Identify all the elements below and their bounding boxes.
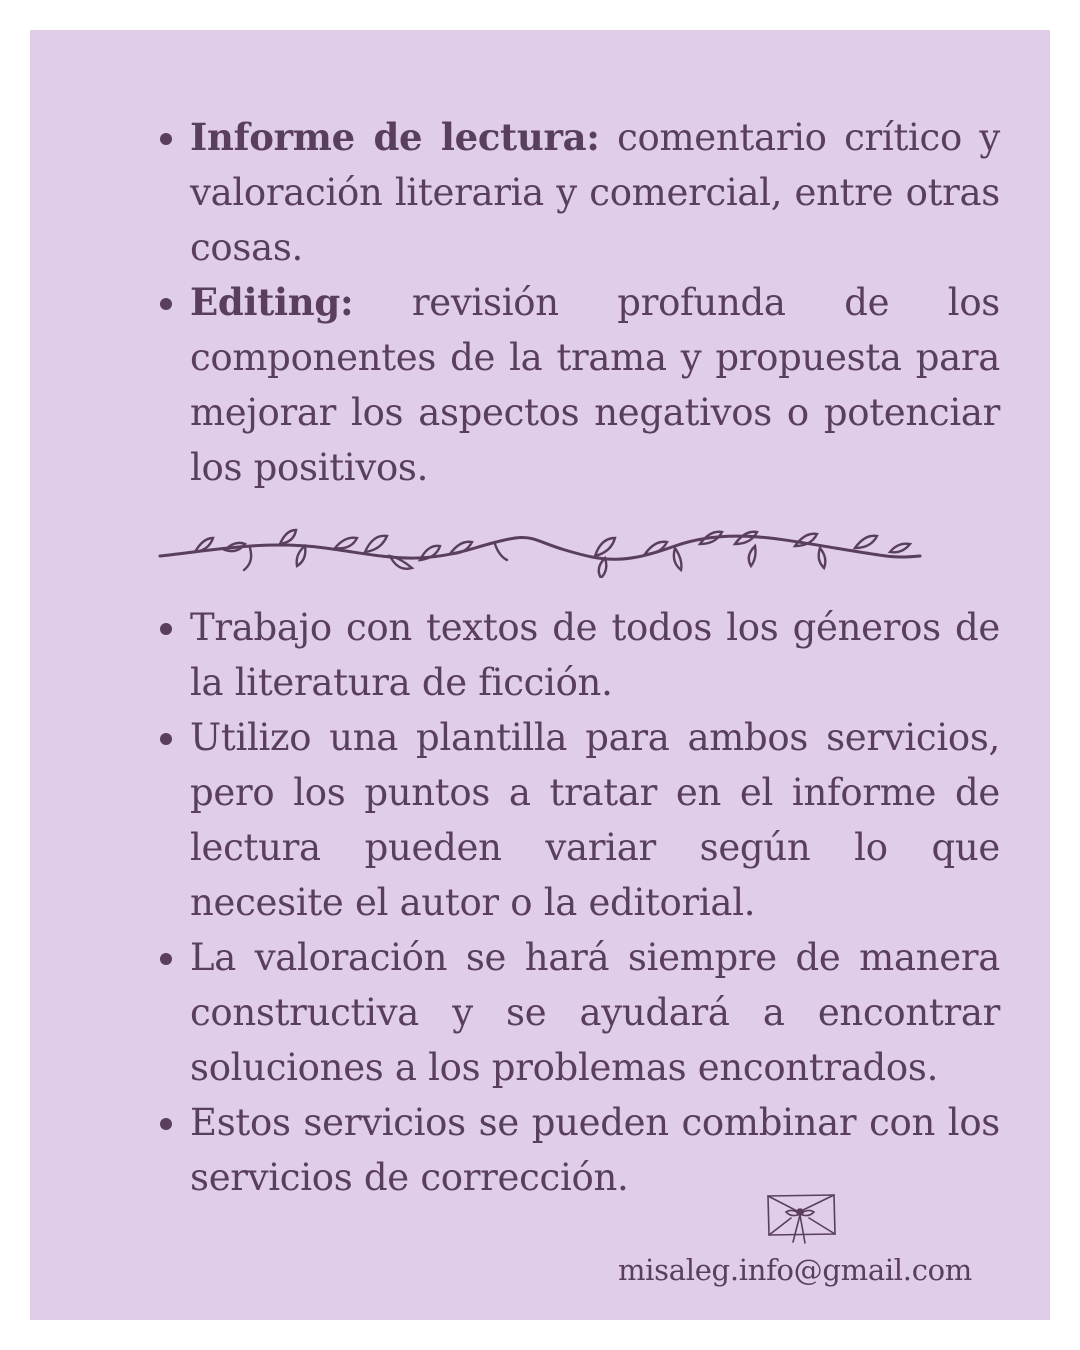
services-list	[160, 110, 1000, 495]
note-text: La valoración se hará siempre de manera constructiva y se ayudará a encontrar soluciones a los problemas encontrados.	[190, 936, 1000, 1089]
note-text: Utilizo una plantilla para ambos servicios, pero los puntos a tratar en el informe de lectura pueden variar según lo que necesite el autor o la editorial.	[190, 716, 1000, 924]
bullet-icon	[160, 953, 172, 965]
bullet-icon	[160, 733, 172, 745]
list-item-note	[160, 1095, 1000, 1205]
info-card	[30, 30, 1050, 1320]
service-term: Editing:	[190, 280, 354, 324]
bullet-icon	[160, 623, 172, 635]
service-term: Informe de lectura:	[190, 115, 600, 159]
list-item-note	[160, 930, 1000, 1095]
note-text: Trabajo con textos de todos los géneros de la literatura de ficción.	[190, 606, 1000, 704]
note-text: Estos servicios se pueden combinar con los servicios de corrección.	[190, 1101, 1000, 1199]
list-item-note	[160, 600, 1000, 710]
notes-list	[160, 600, 1000, 1205]
envelope-icon	[765, 1190, 837, 1246]
bullet-icon	[160, 1118, 172, 1130]
leaf-vine-divider-icon	[155, 518, 925, 578]
service-description: comentario crítico y valoración literaria y comercial, entre otras cosas.	[190, 116, 1000, 269]
service-description: revisión profunda de los componentes de la trama y propuesta para mejorar los aspectos negativos o potenciar los positivos.	[190, 281, 1000, 489]
bullet-icon	[160, 133, 172, 145]
bullet-icon	[160, 298, 172, 310]
list-item-note	[160, 710, 1000, 930]
list-item-editing	[160, 275, 1000, 495]
list-item-informe	[160, 110, 1000, 275]
contact-email[interactable]: misaleg.info@gmail.com	[617, 1253, 972, 1287]
